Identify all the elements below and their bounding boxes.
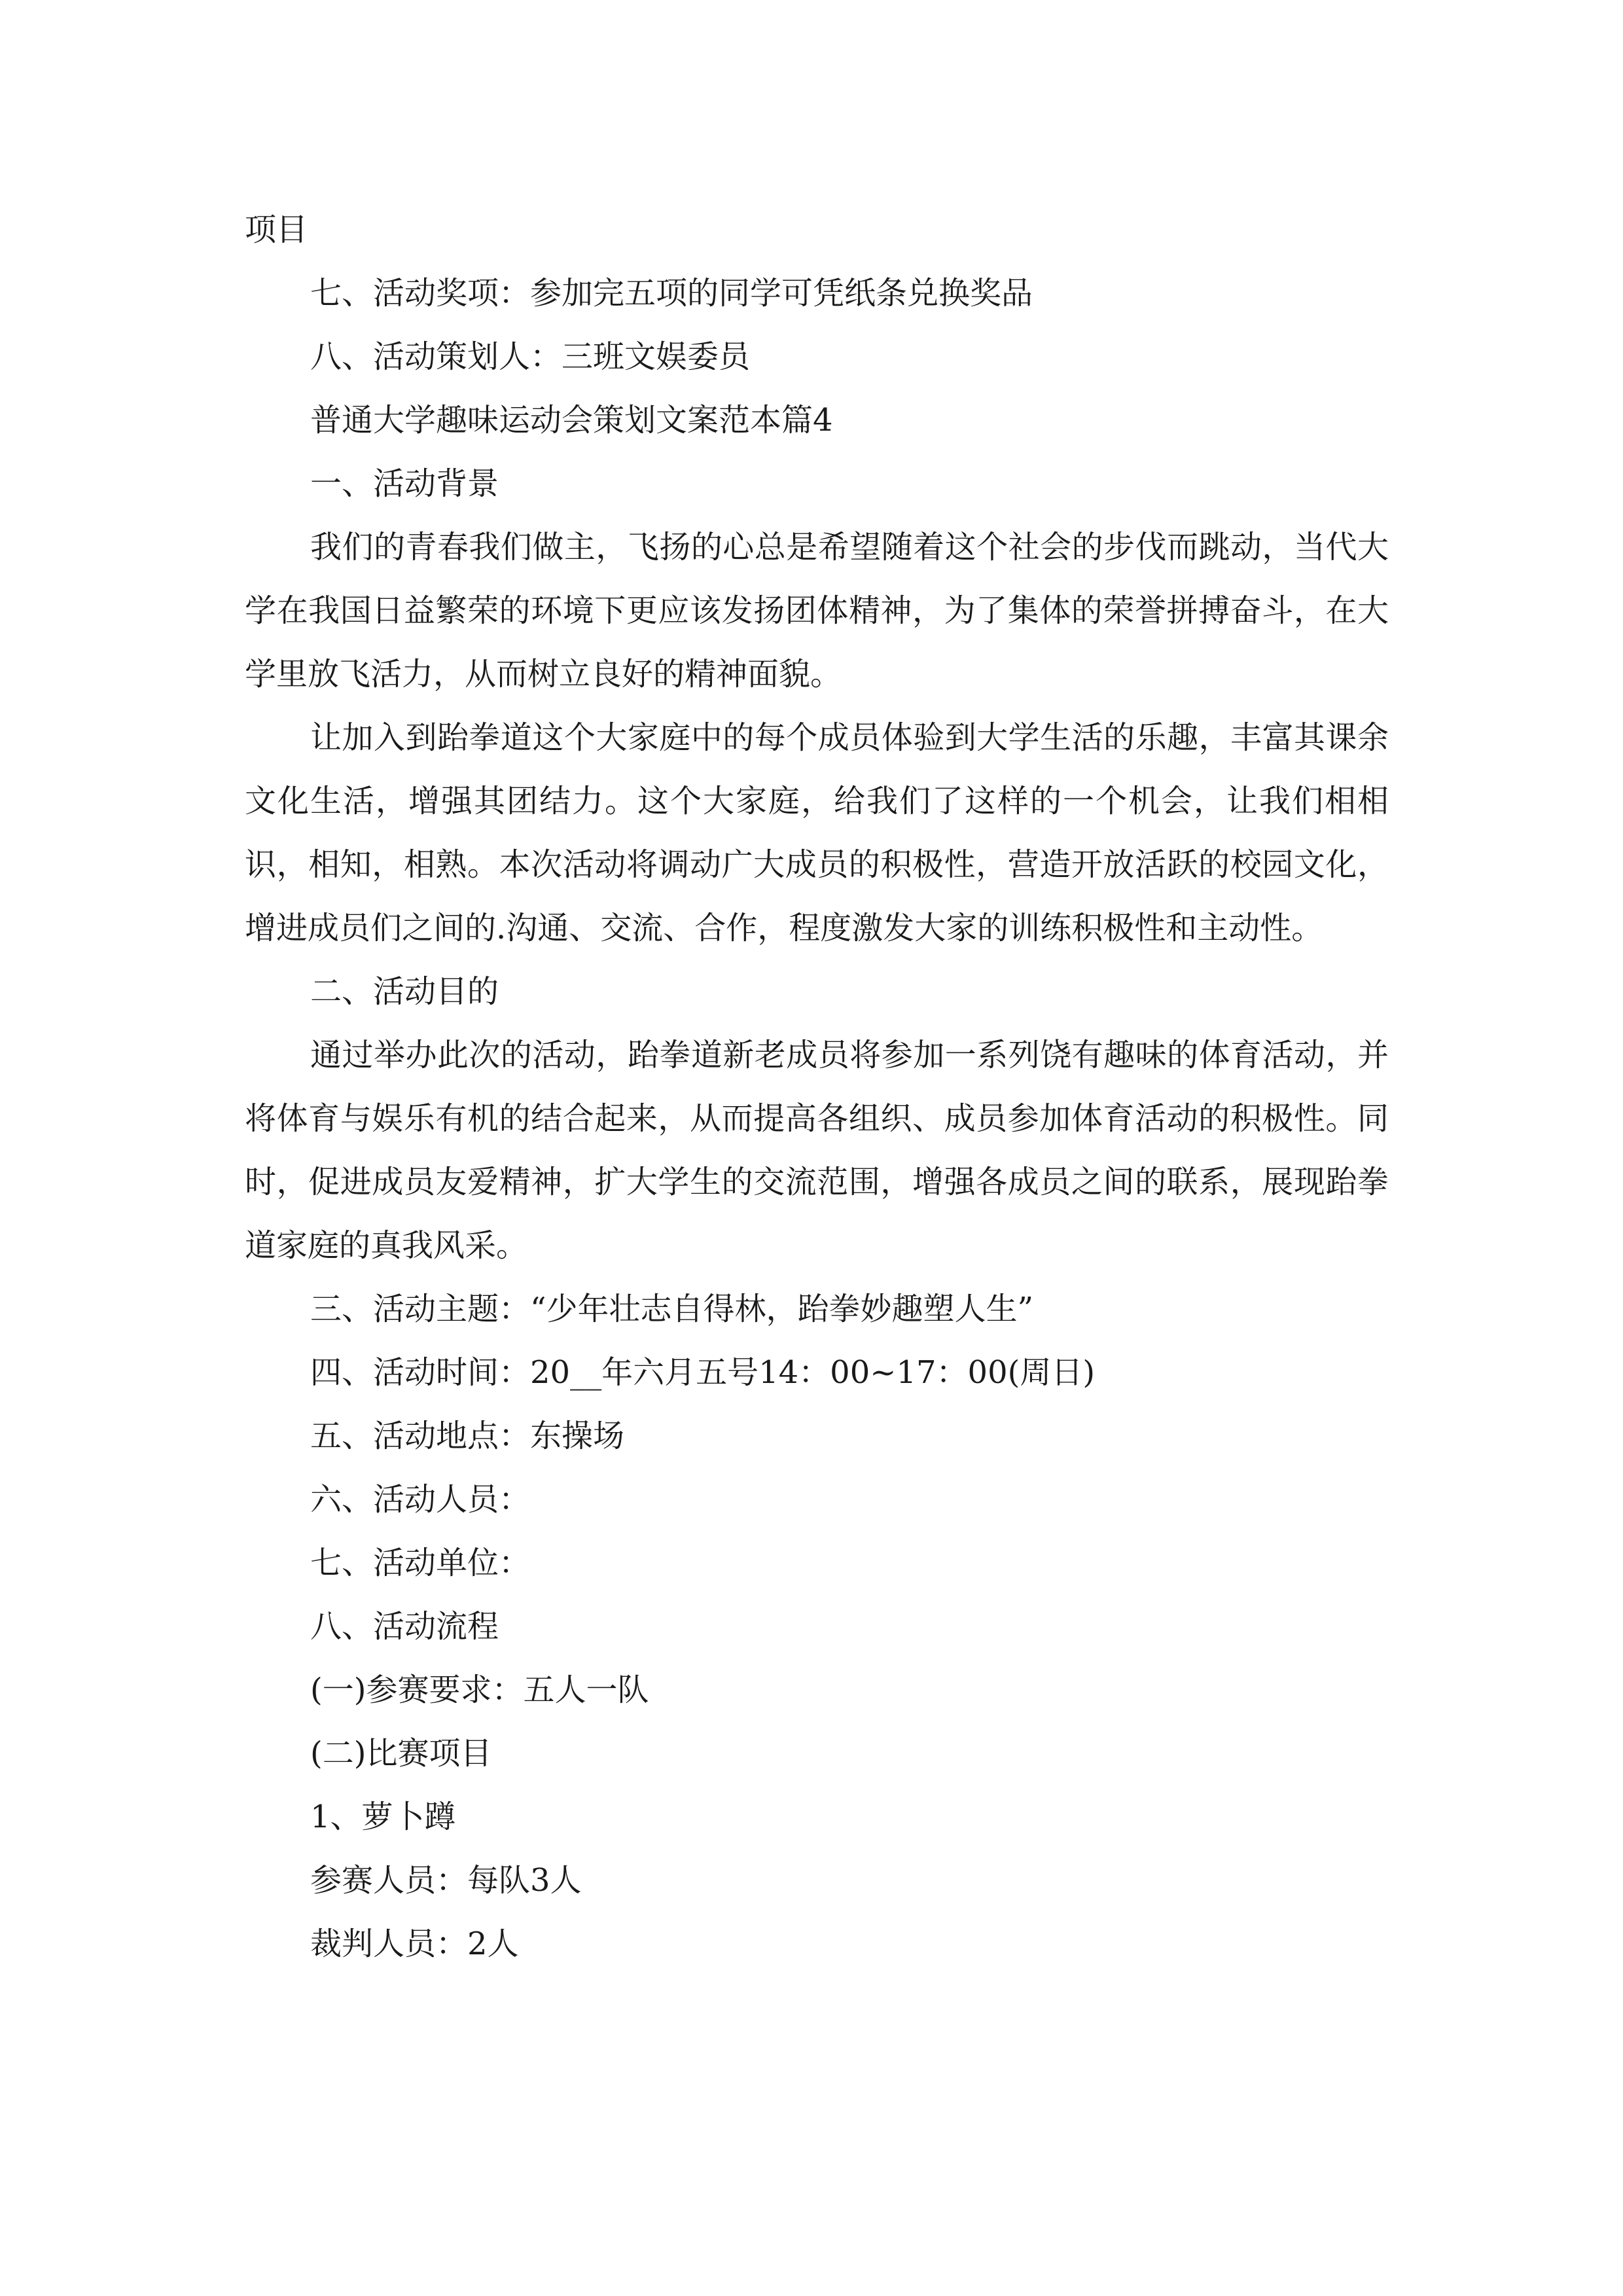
- list-item-theme: 三、活动主题：“少年壮志自得林，跆拳妙趣塑人生”: [310, 1291, 1034, 1327]
- list-item-event-1: 1、萝卜蹲: [310, 1799, 456, 1835]
- continuation-text: 项目: [245, 211, 308, 248]
- list-item-participants: 六、活动人员：: [310, 1481, 531, 1518]
- list-item-process: 八、活动流程: [310, 1608, 499, 1645]
- paragraph-background-1: 我们的青春我们做主，飞扬的心总是希望随着这个社会的步伐而跳动，当代大学在我国日益繁荣的环境下更应该发扬团体精神，为了集体的荣誉拼搏奋斗，在大学里放飞活力，从而树立良好的精神面貌。: [245, 529, 1389, 692]
- heading-background: 一、活动背景: [310, 465, 499, 502]
- section-title: 普通大学趣味运动会策划文案范本篇4: [310, 402, 833, 439]
- paragraph-background-2: 让加入到跆拳道这个大家庭中的每个成员体验到大学生活的乐趣，丰富其课余文化生活，增强其团结力。这个大家庭，给我们了这样的一个机会，让我们相相识，相知，相熟。本次活动将调动广大成员的积极性，营造开放活跃的校园文化，增进成员们之间的.沟通、交流、合作，程度激发大家的训练积极性和主动性。: [245, 719, 1389, 946]
- list-item-time: 四、活动时间：20__年六月五号14：00~17：00(周日): [310, 1354, 1096, 1391]
- document-body: [245, 198, 1389, 1976]
- list-item-location: 五、活动地点：东操场: [310, 1418, 625, 1454]
- list-item-events: (二)比赛项目: [310, 1735, 492, 1772]
- heading-purpose: 二、活动目的: [310, 973, 499, 1010]
- list-item-contestants: 参赛人员：每队3人: [310, 1862, 582, 1899]
- paragraph-purpose: 通过举办此次的活动，跆拳道新老成员将参加一系列饶有趣味的体育活动，并将体育与娱乐有机的结合起来，从而提高各组织、成员参加体育活动的积极性。同时，促进成员友爱精神，扩大学生的交流范围，增强各成员之间的联系，展现跆拳道家庭的真我风采。: [245, 1037, 1389, 1264]
- list-item-planner: 八、活动策划人：三班文娱委员: [310, 338, 751, 375]
- list-item-award: 七、活动奖项：参加完五项的同学可凭纸条兑换奖品: [310, 275, 1033, 312]
- list-item-requirements: (一)参赛要求：五人一队: [310, 1672, 649, 1708]
- list-item-referees: 裁判人员：2人: [310, 1926, 519, 1962]
- list-item-unit: 七、活动单位：: [310, 1545, 531, 1581]
